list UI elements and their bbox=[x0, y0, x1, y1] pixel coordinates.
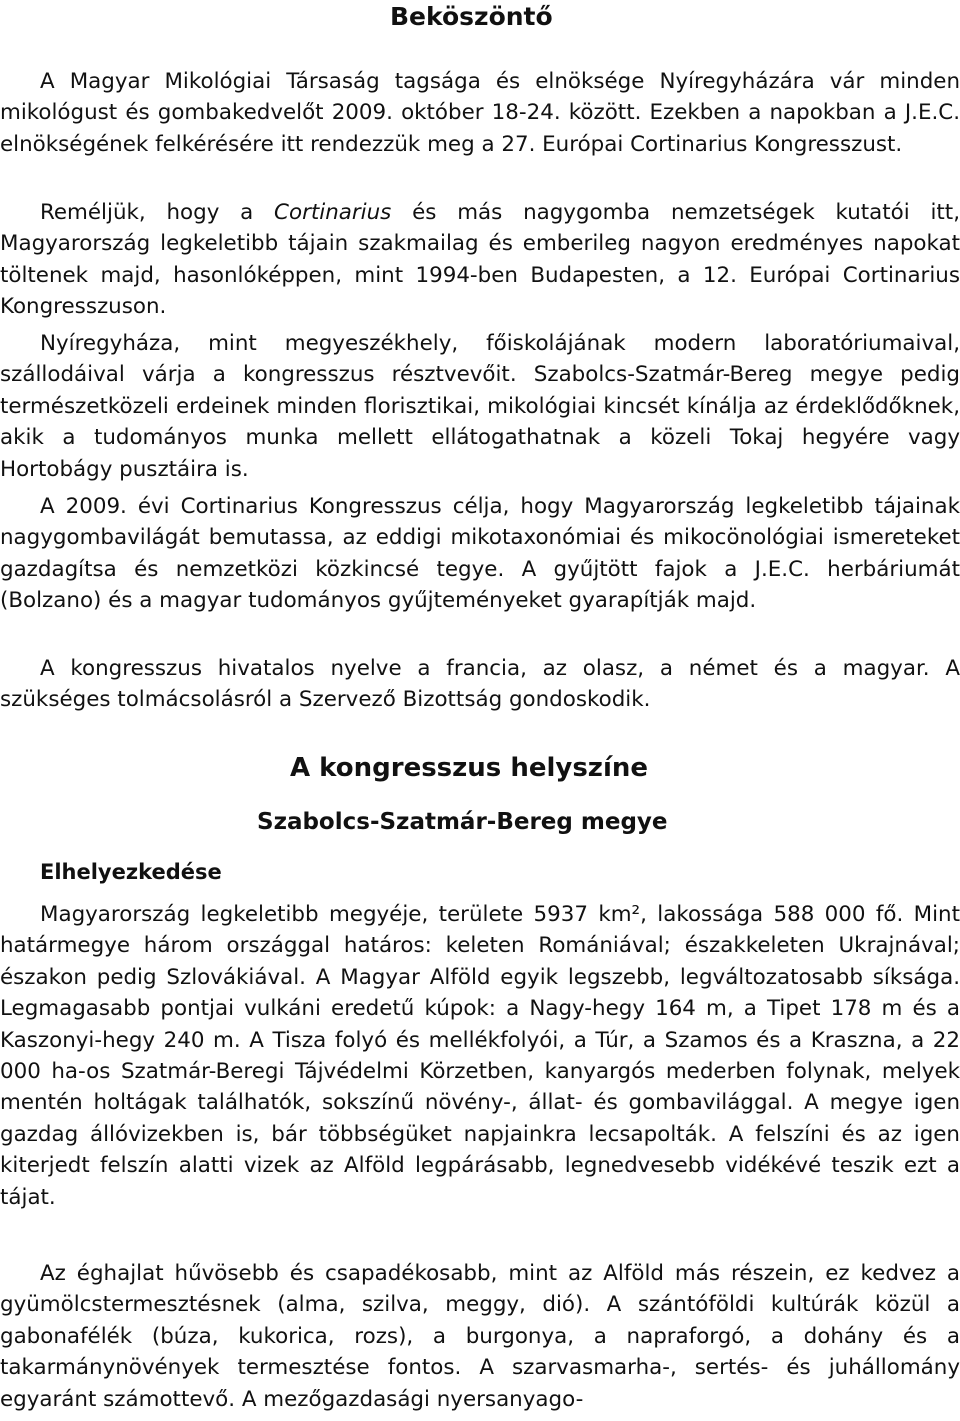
venue-heading: A kongresszus helyszíne bbox=[290, 753, 648, 783]
location-heading: Elhelyezkedése bbox=[40, 860, 222, 884]
intro-paragraph-5: A kongresszus hivatalos nyelve a francia, az olasz, a német és a magyar. A szükséges tolmácsolásról a Szervező Bizottság gondoskodik. bbox=[0, 656, 960, 713]
intro-paragraph-2-end: és más nagygomba nemzetségek kutatói itt, Magyarország legkeletibb tájain szakmailag és emberileg nagyon eredményes napokat töltenek majd, hasonlóképpen, mint 1994-ben Budapesten, a 12. Európai Cortinarius Kongresszuson. bbox=[0, 200, 960, 320]
location-paragraph-2: Az éghajlat hűvösebb és csapadékosabb, mint az Alföld más részein, ez kedvez a gyümölcstermesztésnek (alma, szilva, meggy, dió). A szántóföldi kultúrák közül a gabonafélék (búza, kukorica, rozs), a burgonya, a napraforgó, a dohány és a takarmánynövények termesztése fontos. A szarvasmarha-, sertés- és juhállomány egyaránt számottevő. A mezőgazdasági nyersanyago- bbox=[0, 1261, 960, 1412]
intro-paragraph-2 bbox=[0, 197, 960, 323]
county-heading: Szabolcs-Szatmár-Bereg megye bbox=[257, 809, 668, 835]
intro-paragraph-1: A Magyar Mikológiai Társaság tagsága és elnöksége Nyíregyházára vár minden mikológust és gombakedvelőt 2009. október 18-24. között. Ezekben a napokban a J.E.C. elnökségének felkérésére itt rendezzük meg a 27. Európai Cortinarius Kongresszust. bbox=[0, 69, 960, 157]
intro-paragraph-3: Nyíregyháza, mint megyeszékhely, főiskolájának modern laboratóriumaival, szállodáival várja a kongresszus résztvevőit. Szabolcs-Szatmár-Bereg megye pedig természetközeli erdeinek minden florisztikai, mikológiai kincsét kínálja az érdeklődőknek, akik a tudományos munka mellett ellátogathatnak a közeli Tokaj hegyére vagy Hortobágy pusztáira is. bbox=[0, 331, 960, 482]
page-title: Beköszöntő bbox=[390, 2, 553, 31]
intro-paragraph-4: A 2009. évi Cortinarius Kongresszus célja, hogy Magyarország legkeletibb tájainak nagygombavilágát bemutassa, az eddigi mikotaxonómiai és mikocönológiai ismereteket gazdagítsa és nemzetközi közkincsé tegye. A gyűjtött fajok a J.E.C. herbáriumát (Bolzano) és a magyar tudományos gyűjteményeket gyarapítják majd. bbox=[0, 494, 960, 614]
genus-name: Cortinarius bbox=[274, 200, 392, 225]
intro-paragraph-2-start: Reméljük, hogy a bbox=[40, 200, 275, 225]
location-paragraph-1: Magyarország legkeletibb megyéje, területe 5937 km², lakossága 588 000 fő. Mint határmegye három országgal határos: keleten Romániával; északkeleten Ukrajnával; északon pedig Szlovákiával. A Magyar Alföld egyik legszebb, legváltozatosabb síksága. Legmagasabb pontjai vulkáni eredetű kúpok: a Nagy-hegy 164 m, a Tipet 178 m és a Kaszonyi-hegy 240 m. A Tisza folyó és mellékfolyói, a Túr, a Szamos és a Kraszna, a 22 000 ha-os Szatmár-Beregi Tájvédelmi Körzetben, kanyargós mederben folynak, melyek mentén holtágak találhatók, sokszínű növény-, állat- és gombavilággal. A megye igen gazdag állóvizekben is, bár többségüket napjainkra lecsapolták. A felszíni és az igen kiterjedt felszín alatti vizek az Alföld legpárásabb, legnedvesebb vidékévé teszik ezt a tájat. bbox=[0, 902, 960, 1210]
